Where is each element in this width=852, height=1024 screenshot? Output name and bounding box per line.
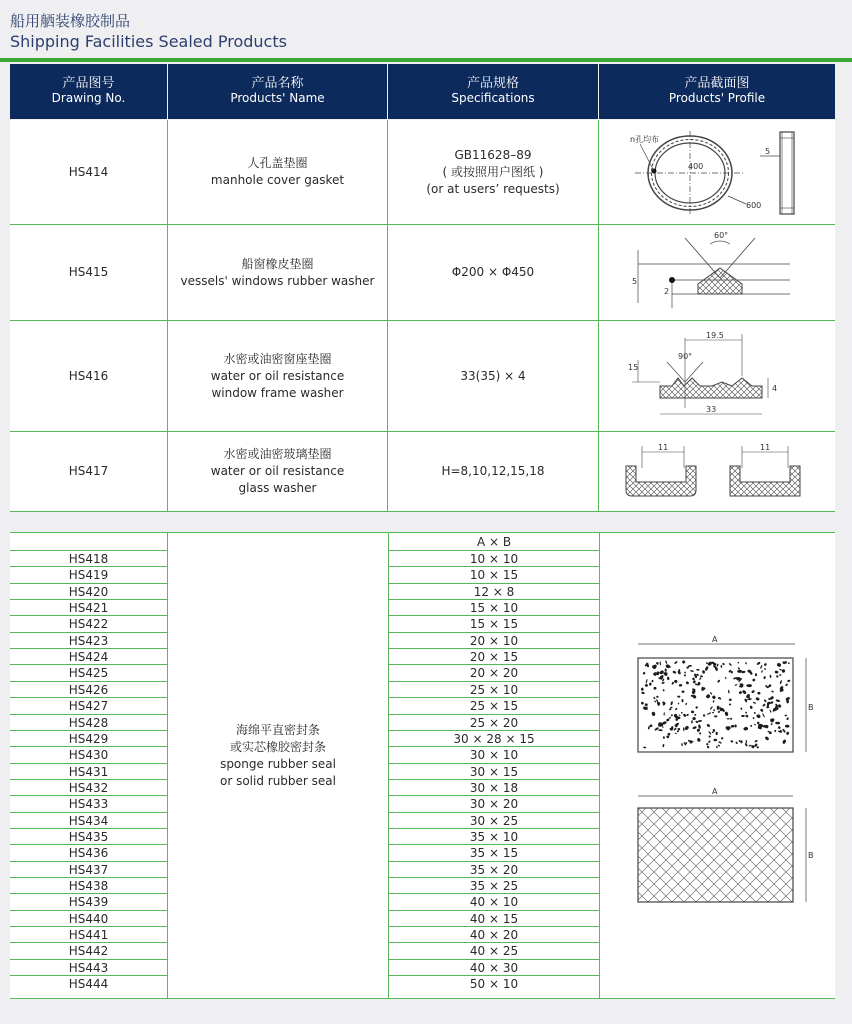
seal-code-cell: HS423 [68,633,109,648]
seal-row-divider [10,942,167,943]
row-divider [10,532,835,533]
seal-code-cell: HS444 [68,977,109,992]
spec-line: H=8,10,12,15,18 [441,464,545,478]
col-divider [598,120,599,511]
seal-row-divider [10,828,167,829]
seal-row-divider [10,681,167,682]
product-name-cn: 水密或油密玻璃垫圈 [223,447,332,461]
seal-row-divider [10,795,167,796]
hs416-33-label: 33 [706,405,717,414]
product-name-cn: 人孔盖垫圈 [247,156,308,170]
seal-row-divider [10,566,167,567]
header-en: Specifications [451,91,535,105]
seal-row-divider [389,763,599,764]
seal-row-divider [10,812,167,813]
seal-spec-cell: 35 × 25 [469,879,519,893]
seal-spec-cell: 12 × 8 [473,584,515,599]
seal-spec-cell: 10 × 15 [469,568,519,583]
row-hs417-spec [388,432,598,511]
header-cn: 产品名称 [251,76,304,91]
header-en: Drawing No. [51,91,126,105]
hs416-4-label: 4 [772,384,778,393]
seal-row-divider [10,714,167,715]
product-name-cn: 船窗橡皮垫圈 [241,256,314,271]
hs414-profile-drawing [610,126,830,221]
row-divider [10,224,835,225]
seal-solid-drawing [630,788,820,908]
seal-row-divider [10,893,167,894]
seal-code-cell: HS439 [68,895,109,910]
seal-code-cell: HS420 [68,584,109,599]
header-drawing-no [10,64,167,119]
seal-spec-cell: 20 × 10 [469,633,519,648]
seal-code-cell: HS440 [68,911,109,926]
seal-code-cell: HS437 [68,862,109,877]
product-code: HS416 [68,368,109,383]
row-hs416-name [168,321,387,431]
seal-row-divider [10,697,167,698]
header-en: Products' Name [230,91,325,105]
seal-code-cell: HS441 [68,928,109,943]
hs417-11a-label: 11 [658,443,669,452]
seal-spec-cell: 50 × 10 [469,977,519,992]
product-name-cn: 水密或油密窗座垫圈 [223,351,332,366]
seal-code-cell: HS418 [68,552,109,566]
col-divider [387,120,388,511]
seal-row-divider [389,714,599,715]
seal-row-divider [389,861,599,862]
seal-row-divider [389,615,599,616]
seal-code-cell: HS433 [68,797,109,812]
hs414-600-label: 600 [746,201,762,210]
seal-row-divider [389,583,599,584]
header-specifications [388,64,598,119]
seal-code-cell: HS419 [68,568,109,583]
seal-row-divider [10,910,167,911]
seal-row-divider [389,942,599,943]
seal-row-divider [389,697,599,698]
seal-row-divider [10,861,167,862]
hs416-195-label: 19.5 [706,331,724,340]
seal-row-divider [10,550,167,551]
seal-name-cn-1: 海绵平直密封条 [235,723,320,737]
seal-code-cell: HS429 [68,731,109,746]
seal-code-cell: HS427 [68,699,109,714]
header-cn: 产品图号 [62,76,115,91]
seal-row-divider [389,730,599,731]
hs414-5-label: 5 [765,147,771,156]
seal-row-divider [389,812,599,813]
page-title-en: Shipping Facilities Sealed Products [10,32,287,51]
seal-spec-cell: 40 × 10 [469,895,519,910]
seal-row-divider [10,648,167,649]
seal-spec-cell: 15 × 15 [469,617,519,632]
product-name-en: manhole cover gasket [210,173,345,187]
row-hs415-spec [388,225,598,320]
seal-row-divider [389,664,599,665]
spec-line: GB11628–89 [454,147,532,162]
product-name-en: water or oil resistance [210,368,345,383]
row-divider [10,511,835,512]
seal-spec-cell: 20 × 15 [469,650,519,665]
hs416-profile-drawing [612,326,832,426]
seal-code-cell: HS421 [68,601,109,616]
header-en: Products' Profile [668,91,766,105]
product-code: HS414 [68,164,109,179]
seal-spec-cell: 30 × 28 × 15 [453,731,535,746]
hs414-400-label: 400 [688,162,704,171]
seal-code-cell: HS426 [68,682,109,697]
row-hs414-spec [388,120,598,224]
seal-spec-cell: 30 × 25 [469,813,519,828]
row-hs414-name [168,120,387,224]
seal-code-cell: HS422 [68,617,109,632]
seal-row-divider [389,926,599,927]
seal-row-divider [389,599,599,600]
hs415-2-label: 2 [664,287,670,296]
seal-row-divider [389,795,599,796]
seal-row-divider [10,599,167,600]
col-divider [167,120,168,511]
seal-spec-cell: 30 × 18 [469,780,519,795]
seal-code-cell: HS432 [68,780,109,795]
seal-row-divider [10,664,167,665]
seal-spec-cell: 35 × 20 [469,862,519,877]
seal-spec-cell: 30 × 10 [469,748,519,763]
seal-row-divider [10,583,167,584]
seal-a2-label: A [712,788,718,796]
hs417-profile-drawing [612,438,832,508]
seal-code-cell: HS436 [68,846,109,861]
seal-code-cell: HS434 [68,813,109,828]
header-products-name [168,64,387,119]
product-name-en: water or oil resistance [210,464,345,478]
product-code: HS417 [68,464,109,478]
seal-name-en-1: sponge rubber seal [220,757,336,771]
seal-b1-label: B [808,703,814,712]
seal-row-divider [10,730,167,731]
seal-row-divider [389,746,599,747]
seal-code-cell: HS428 [68,715,109,730]
seal-row-divider [389,959,599,960]
seal-spec-cell: 15 × 10 [469,601,519,616]
seal-spec-cell: 25 × 15 [469,699,519,714]
seal-row-divider [389,893,599,894]
seal-spec-cell: 20 × 20 [469,666,519,681]
seal-row-divider [389,550,599,551]
seal-code-cell: HS431 [68,764,109,779]
seal-spec-cell: 40 × 30 [469,960,519,975]
seal-spec-cell: 30 × 20 [469,797,519,812]
seal-row-divider [389,779,599,780]
row-hs417-code [10,432,167,511]
seal-row-divider [10,877,167,878]
seal-spec-cell: 40 × 20 [469,928,519,943]
seal-spec-header: A × B [476,535,512,549]
seal-row-divider [10,779,167,780]
col-divider [599,533,600,999]
seal-b2-label: B [808,851,814,860]
hs416-15-label: 15 [628,363,639,372]
seal-code-cell: HS443 [68,960,109,975]
seal-name-en-2: or solid rubber seal [219,774,336,788]
spec-line: (or at users’ requests) [426,181,560,196]
seal-spec-cell: 10 × 10 [469,552,519,566]
row-hs415-name [168,225,387,320]
seal-spec-cell: 35 × 15 [469,846,519,861]
seal-row-divider [389,844,599,845]
row-hs415-code [10,225,167,320]
hs415-angle-label: 60° [714,231,729,240]
row-hs414-code [10,120,167,224]
header-cn: 产品规格 [466,76,519,91]
header-cn: 产品截面图 [684,76,750,91]
product-name-en: vessels' windows rubber washer [180,273,375,288]
seal-code-cell: HS442 [68,944,109,959]
seal-row-divider [10,959,167,960]
spec-line: 33(35) × 4 [460,368,526,383]
seal-name [168,722,388,790]
product-name-en-2: glass washer [238,481,317,495]
seal-sponge-drawing [630,634,820,759]
seal-code-cell: HS435 [68,829,109,844]
seal-row-divider [389,632,599,633]
seal-code-cell: HS425 [68,666,109,681]
seal-row-divider [389,566,599,567]
spec-line: ( 或按照用户图纸 ) [442,164,544,179]
seal-code-cell: HS438 [68,879,109,893]
row-divider [10,998,835,999]
seal-spec-cell: 25 × 20 [469,715,519,730]
product-code: HS415 [68,265,109,279]
seal-row-divider [389,910,599,911]
seal-spec-cell: 40 × 25 [469,944,519,959]
row-hs416-spec [388,321,598,431]
seal-spec-cell: 30 × 15 [469,764,519,779]
seal-row-divider [389,828,599,829]
row-divider [10,320,835,321]
seal-spec-cell: 25 × 10 [469,682,519,697]
hs417-11b-label: 11 [760,443,771,452]
seal-row-divider [389,975,599,976]
hs415-profile-drawing [610,228,830,318]
header-products-profile [599,64,835,119]
green-divider [0,58,852,62]
seal-row-divider [10,844,167,845]
hs416-angle-label: 90° [678,352,693,361]
seal-row-divider [389,648,599,649]
seal-code-cell: HS424 [68,650,109,665]
seal-row-divider [10,926,167,927]
row-hs416-code [10,321,167,431]
spec-line: Φ200 × Φ450 [451,265,535,279]
seal-row-divider [10,763,167,764]
hs415-5-label: 5 [632,277,638,286]
seal-row-divider [10,632,167,633]
seal-row-divider [10,975,167,976]
page-title-cn: 船用舾装橡胶制品 [10,12,131,30]
seal-spec-cell: 35 × 10 [469,829,519,844]
seal-spec-cell: 40 × 15 [469,911,519,926]
seal-row-divider [389,681,599,682]
seal-a1-label: A [712,635,718,644]
seal-row-divider [10,746,167,747]
row-divider [10,431,835,432]
product-name-en-2: window frame washer [211,385,344,400]
seal-row-divider [10,615,167,616]
hs414-holes-label: n孔均布 [630,135,660,144]
row-hs417-name [168,432,387,511]
seal-code-cell: HS430 [68,748,109,763]
seal-name-cn-2: 或实芯橡胶密封条 [229,740,326,754]
seal-row-divider [389,877,599,878]
